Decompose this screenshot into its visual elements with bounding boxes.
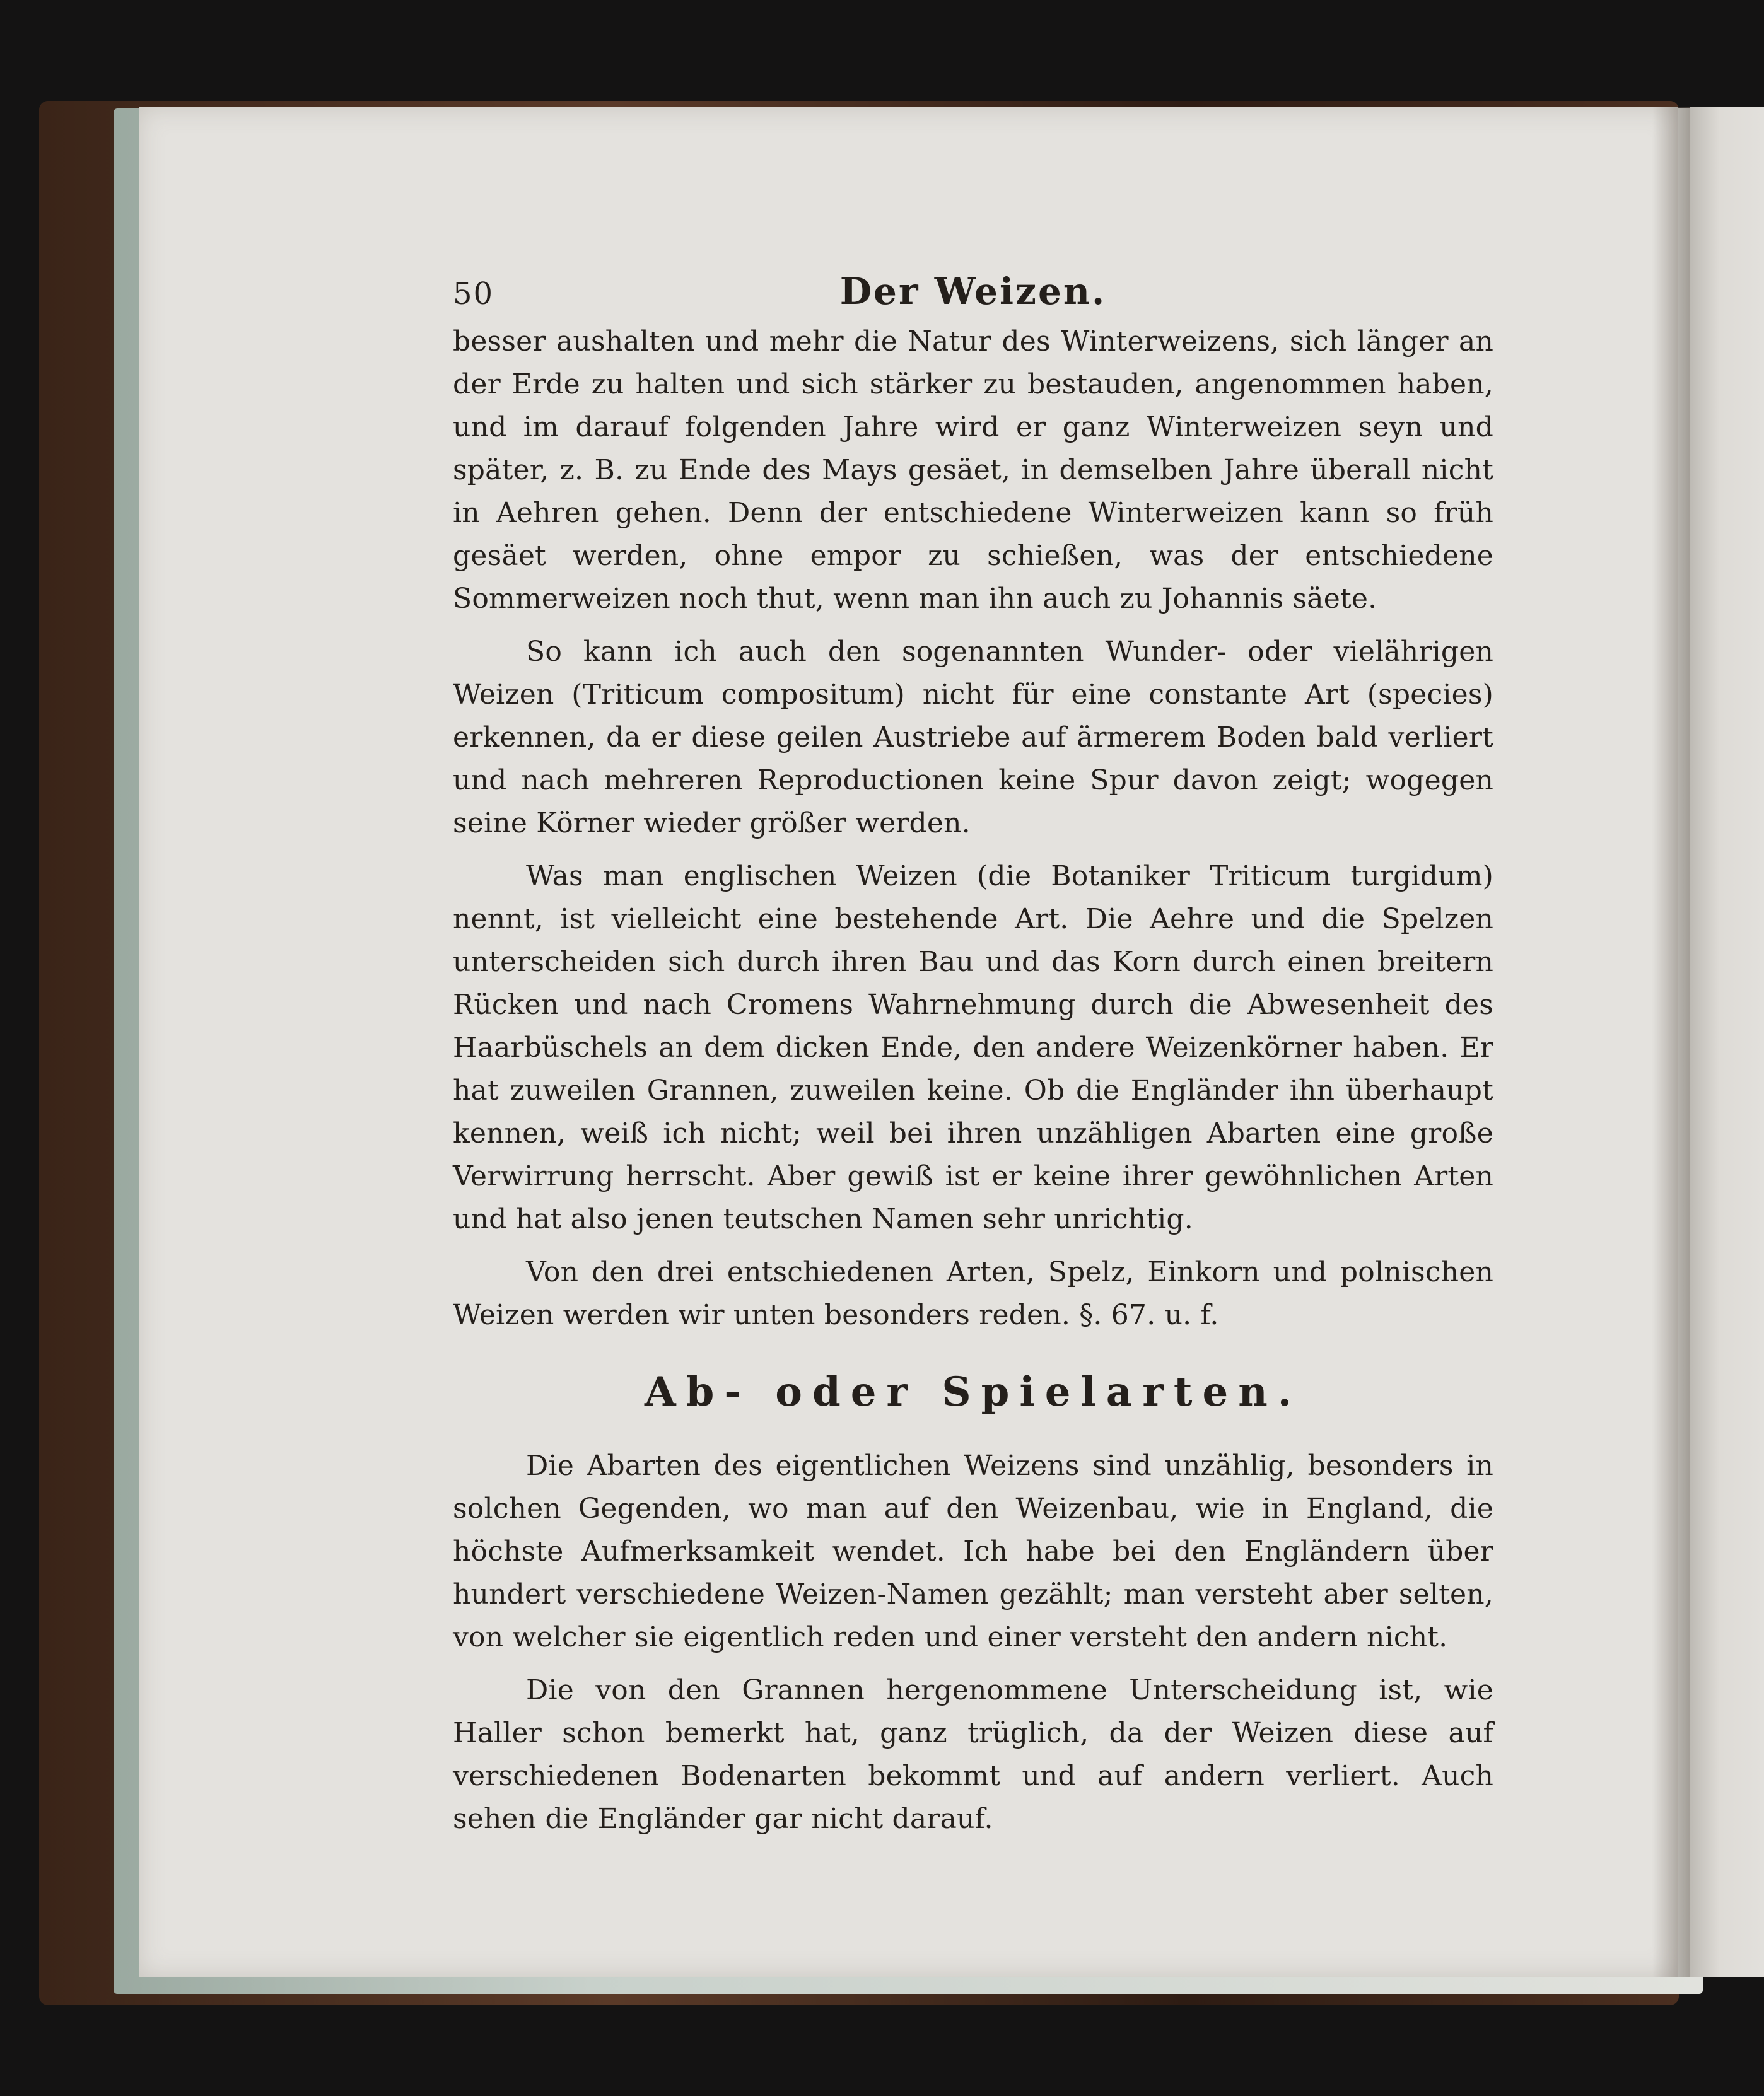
paragraph-drei-arten: Von den drei entschiedenen Arten, Spelz, Einkorn und polnischen Weizen werden wir unten besonders reden. §. 67. u. f. (453, 1256, 1493, 1331)
page-number: 50 (453, 276, 494, 311)
paragraph-englischer-weizen: Was man englischen Weizen (die Botaniker Triticum turgidum) nennt, ist vielleicht eine bestehende Art. Die Aehre und die Spelzen unterscheiden sich durch ihren Bau und das Korn durch einen breitern Rücken und nach Cromens Wahrnehmung durch die Abwesenheit des Haarbüschels an dem dicken Ende, den andere Weizenkörner haben. Er hat zuweilen Grannen, zuweilen keine. Ob die Engländer ihn überhaupt kennen, weiß ich nicht; weil bei ihren unzähligen Abarten eine große Verwirrung herrscht. Aber gewiß ist er keine ihrer gewöhnlichen Arten und hat also jenen teutschen Namen sehr unrichtig. (453, 860, 1493, 1235)
paragraph-grannen: Die von den Grannen hergenommene Unterscheidung ist, wie Haller schon bemerkt hat, ganz trüglich, da der Weizen diese auf verschiedenen Bodenarten bekommt und auf andern verliert. Auch sehen die Engländer gar nicht darauf. (453, 1674, 1493, 1835)
paragraph-wunderweizen: So kann ich auch den sogenannten Wunder- oder vielährigen Weizen (Triticum compositum) nicht für eine constante Art (species) erkennen, da er diese geilen Austriebe auf ärmerem Boden bald verliert und nach mehreren Reproductionen keine Spur davon zeigt; wogegen seine Körner wieder größer werden. (453, 636, 1493, 839)
running-head (453, 264, 1493, 320)
page-gutter (1652, 107, 1690, 1977)
page-text-block (453, 264, 1493, 1851)
running-title: Der Weizen. (839, 270, 1107, 313)
paragraph-continuation: besser aushalten und mehr die Natur des Winterweizens, sich länger an der Erde zu halten und sich stärker zu bestauden, angenommen haben, und im darauf folgenden Jahre wird er ganz Winterweizen seyn und später, z. B. zu Ende des Mays gesäet, in demselben Jahre überall nicht in Aehren gehen. Denn der entschiedene Winterweizen kann so früh gesäet werden, ohne empor zu schießen, was der entschiedene Sommerweizen noch thut, wenn man ihn auch zu Johannis säete. (453, 325, 1493, 615)
section-heading: Ab- oder Spielarten. (645, 1368, 1302, 1416)
paragraph-abarten: Die Abarten des eigentlichen Weizens sind unzählig, besonders in solchen Gegenden, wo man auf den Weizenbau, wie in England, die höchste Aufmerksamkeit wendet. Ich habe bei den Engländern über hundert verschiedene Weizen-Namen gezählt; man versteht aber selten, von welcher sie eigentlich reden und einer versteht den andern nicht. (453, 1450, 1493, 1653)
facing-page-edge (1690, 107, 1764, 1977)
